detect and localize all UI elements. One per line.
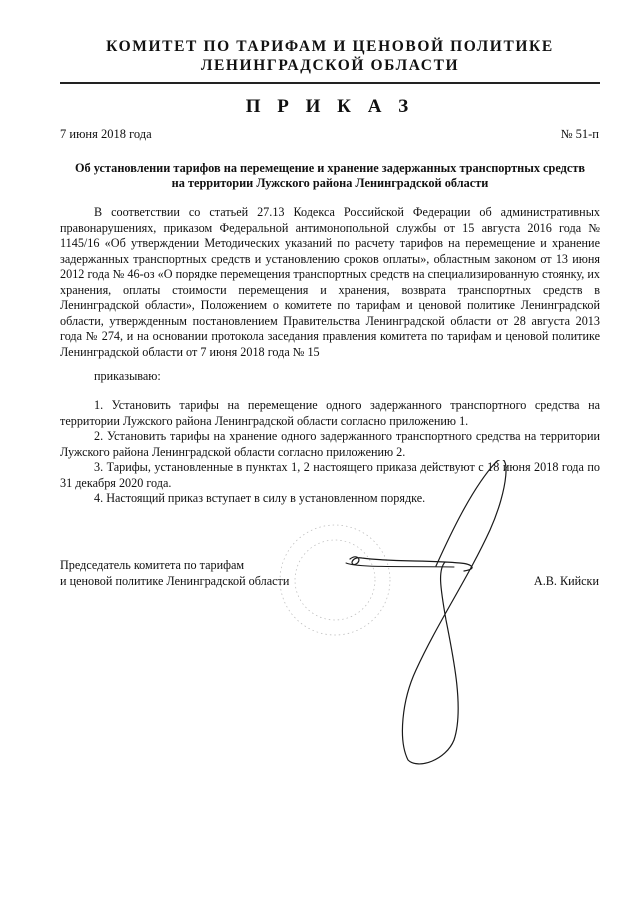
- header-divider: [60, 82, 600, 84]
- handwritten-signature: [250, 460, 550, 780]
- organization-name-line1: КОМИТЕТ ПО ТАРИФАМ И ЦЕНОВОЙ ПОЛИТИКЕ: [106, 38, 554, 55]
- order-item: 3. Тарифы, установленные в пунктах 1, 2 настоящего приказа действуют с 18 июня 2018 года по 31 декабря 2020 года.: [60, 460, 600, 490]
- signatory-name: А.В. Кийски: [533, 574, 599, 588]
- order-word: приказываю:: [94, 369, 161, 383]
- document-number: № 51-п: [560, 127, 599, 141]
- order-item: 2. Установить тарифы на хранение одного задержанного транспортного средства на территории Лужского района Ленинградской области согласно приложению 2.: [60, 429, 600, 459]
- order-item: 1. Установить тарифы на перемещение одного задержанного транспортного средства на территории Лужского района Ленинградской области согласно приложению 1.: [60, 398, 600, 428]
- document-date: 7 июня 2018 года: [60, 127, 152, 141]
- document-type-title: П Р И К А З: [245, 96, 415, 117]
- signatory-position-line2: и ценовой политике Ленинградской области: [60, 574, 290, 588]
- preamble-paragraph: В соответствии со статьей 27.13 Кодекса Российской Федерации об административных правонарушениях, приказом Федеральной антимонопольной службы от 15 августа 2016 года № 1145/16 «Об утверждении Методических указаний по расчету тарифов на перемещение и хранение задержанных транспортных средств и установлению сроков оплаты», областным законом от 13 июня 2012 года № 46-оз «О порядке перемещения транспортных средств на специализированную стоянку, их хранения, оплаты стоимости перемещения и хранения, возврата транспортных средств в Ленинградской области», Положением о комитете по тарифам и ценовой политике Ленинградской области, утвержденным постановлением Правительства Ленинградской области от 28 августа 2013 года № 274, и на основании протокола заседания правления комитета по тарифам и ценовой политике Ленинградской области от 7 июня 2018 года № 15: [60, 205, 600, 359]
- stamp-impression: [280, 525, 390, 635]
- subject-line1: Об установлении тарифов на перемещение и хранение задержанных транспортных средств: [74, 161, 586, 175]
- subject-line2: на территории Лужского района Ленинградской области: [171, 176, 489, 190]
- signatory-position-line1: Председатель комитета по тарифам: [60, 558, 245, 572]
- document-subject: [60, 161, 600, 191]
- organization-name-line2: ЛЕНИНГРАДСКОЙ ОБЛАСТИ: [200, 57, 460, 74]
- order-item: 4. Настоящий приказ вступает в силу в установленном порядке.: [94, 491, 426, 505]
